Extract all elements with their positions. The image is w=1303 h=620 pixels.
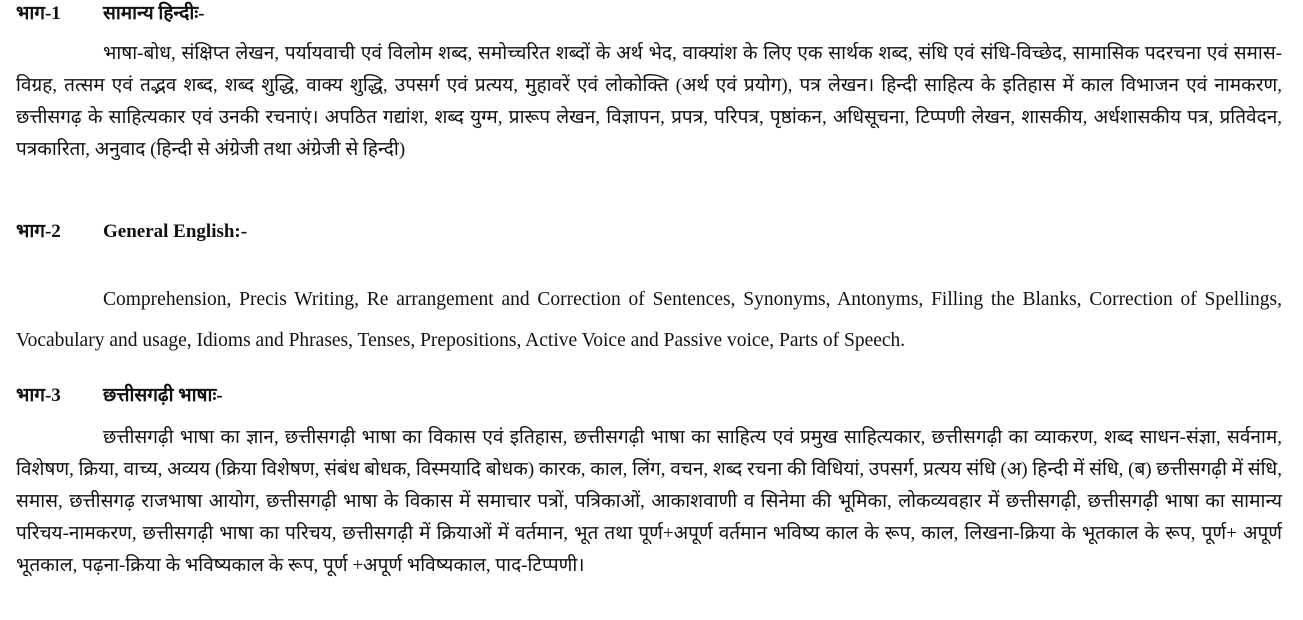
section-1-heading	[16, 2, 204, 26]
section-1-body: भाषा-बोध, संक्षिप्त लेखन, पर्यायवाची एवं विलोम शब्द, समोच्चरित शब्दों के अर्थ भेद, वाक्यांश के लिए एक सार्थक शब्द, संधि एवं संधि-विच्छेद, सामासिक पदरचना एवं समास-विग्रह, तत्सम एवं तद्भव शब्द, शब्द शुद्धि, वाक्य शुद्धि, उपसर्ग एवं प्रत्यय, मुहावरें एवं लोकोक्ति (अर्थ एवं प्रयोग), पत्र लेखन। हिन्दी साहित्य के इतिहास में काल विभाजन एवं नामकरण, छत्तीसगढ़ के साहित्यकार एवं उनकी रचनाएं। अपठित गद्यांश, शब्द युग्म, प्रारूप लेखन, विज्ञापन, प्रपत्र, परिपत्र, पृष्ठांकन, अधिसूचना, टिप्पणी लेखन, शासकीय, अर्धशासकीय पत्र, प्रतिवेदन, पत्रकारिता, अनुवाद (हिन्दी से अंग्रेजी तथा अंग्रेजी से हिन्दी)	[16, 43, 1282, 160]
section-3-number: भाग-3	[16, 385, 61, 406]
section-3-title: छत्तीसगढ़ी भाषाः-	[103, 385, 223, 406]
section-2-title: General English:-	[103, 221, 248, 242]
section-2-body: Comprehension, Precis Writing, Re arrangement and Correction of Sentences, Synonyms, Antonyms, Filling the Blanks, Correction of Spellings, Vocabulary and usage, Idioms and Phrases, Tenses, Prepositions, Active Voice and Passive voice, Parts of Speech.	[16, 289, 1282, 351]
section-2-number: भाग-2	[16, 221, 61, 242]
section-1-title: सामान्य हिन्दीः-	[103, 3, 205, 24]
section-1-number: भाग-1	[16, 3, 61, 24]
section-3-body: छत्तीसगढ़ी भाषा का ज्ञान, छत्तीसगढ़ी भाषा का विकास एवं इतिहास, छत्तीसगढ़ी भाषा का साहित्य एवं प्रमुख साहित्यकार, छत्तीसगढ़ी का व्याकरण, शब्द साधन-संज्ञा, सर्वनाम, विशेषण, क्रिया, वाच्य, अव्यय (क्रिया विशेषण, संबंध बोधक, विस्मयादि बोधक) कारक, काल, लिंग, वचन, शब्द रचना की विधियां, उपसर्ग, प्रत्यय संधि (अ) हिन्दी में संधि, (ब) छत्तीसगढ़ी में संधि, समास, छत्तीसगढ़ राजभाषा आयोग, छत्तीसगढ़ी भाषा के विकास में समाचार पत्रों, पत्रिकाओं, आकाशवाणी व सिनेमा की भूमिका, लोकव्यवहार में छत्तीसगढ़ी, छत्तीसगढ़ी भाषा का सामान्य परिचय-नामकरण, छत्तीसगढ़ी भाषा का परिचय, छत्तीसगढ़ी में क्रियाओं में वर्तमान, भूत तथा पूर्ण+अपूर्ण वर्तमान भविष्य काल के रूप, काल, लिखना-क्रिया के भूतकाल के रूप, पूर्ण+ अपूर्ण भूतकाल, पढ़ना-क्रिया के भविष्यकाल के रूप, पूर्ण +अपूर्ण भविष्यकाल, पाद-टिप्पणी।	[16, 427, 1282, 576]
section-3-heading	[16, 384, 223, 408]
section-2-heading	[16, 220, 247, 244]
